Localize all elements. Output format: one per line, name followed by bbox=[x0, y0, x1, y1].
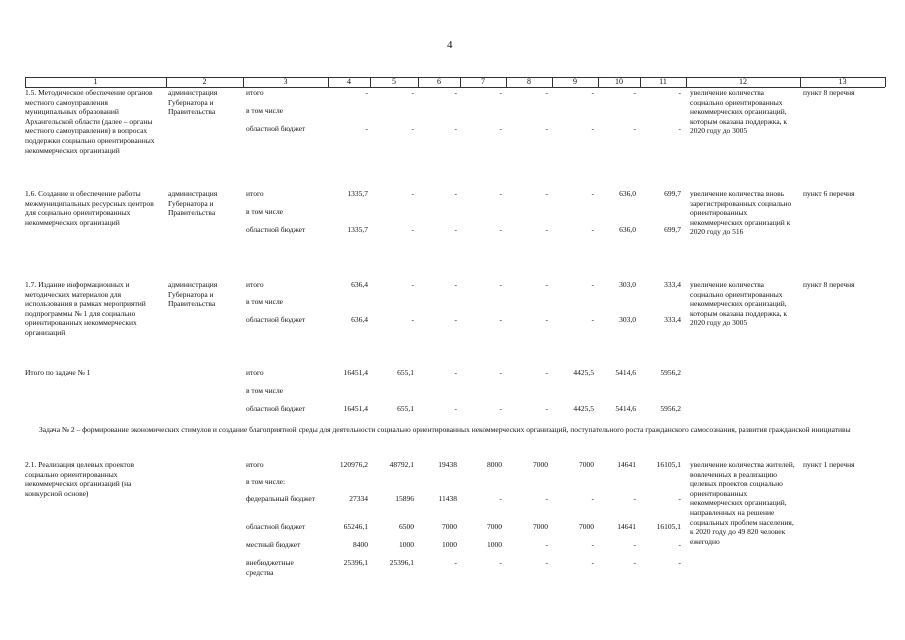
value-cell: - bbox=[545, 494, 548, 503]
value-cell: - bbox=[633, 540, 636, 549]
source-label: областной бюджет bbox=[246, 225, 306, 234]
source-label: в том числе bbox=[246, 207, 284, 216]
source-label: в том числе bbox=[246, 106, 284, 115]
perechen-link: пункт 1 перечня bbox=[803, 460, 855, 469]
value-cell: - bbox=[591, 88, 594, 97]
value-cell: - bbox=[591, 124, 594, 133]
column-header: 2 bbox=[202, 77, 207, 86]
value-cell: - bbox=[545, 124, 548, 133]
column-header: 13 bbox=[838, 77, 847, 86]
value-cell: 636,4 bbox=[351, 280, 368, 289]
perechen-link: пункт 8 перечня bbox=[803, 88, 855, 97]
value-cell: 7000 bbox=[487, 522, 502, 531]
source-label: местный бюджет bbox=[246, 540, 301, 549]
value-cell: 1335,7 bbox=[347, 189, 368, 198]
value-cell: 14641 bbox=[617, 460, 636, 469]
activity-name: 1.5. Методическое обеспечение органов местного самоуправления муниципальных образований Архангельской области (далее – органы местного самоуправления) в вопросах поддержки социально ориентированных некоммерческих организаций bbox=[25, 88, 155, 155]
value-cell: 25396,1 bbox=[343, 558, 368, 567]
expected-result: увеличение количества вновь зарегистрированных социально ориентированных некоммерческих организаций к 2020 году до 516 bbox=[690, 189, 792, 237]
value-cell: - bbox=[545, 88, 548, 97]
source-label: областной бюджет bbox=[246, 124, 306, 133]
value-cell: 16105,1 bbox=[656, 460, 681, 469]
value-cell: - bbox=[678, 124, 681, 133]
value-cell: 27334 bbox=[349, 494, 368, 503]
value-cell: - bbox=[545, 280, 548, 289]
value-cell: - bbox=[678, 558, 681, 567]
expected-result: увеличение количества жителей, вовлеченных в реализацию целевых проектов социально ориентированных некоммерческих организаций, направленных на решение социальных проблем населения, к 2020 году до 49 820 человек ежегодно bbox=[690, 460, 795, 546]
value-cell: - bbox=[545, 225, 548, 234]
executor: администрация Губернатора и Правительства bbox=[168, 189, 218, 218]
value-cell: - bbox=[545, 404, 548, 413]
value-cell: 6500 bbox=[399, 522, 414, 531]
source-label: областной бюджет bbox=[246, 522, 306, 531]
value-cell: 15896 bbox=[395, 494, 414, 503]
column-header: 3 bbox=[283, 77, 288, 86]
value-cell: 48792,1 bbox=[389, 460, 414, 469]
value-cell: 11438 bbox=[438, 494, 457, 503]
column-header: 9 bbox=[573, 77, 577, 86]
value-cell: 636,0 bbox=[619, 225, 636, 234]
value-cell: - bbox=[545, 558, 548, 567]
value-cell: - bbox=[633, 124, 636, 133]
activity-name: 2.1. Реализация целевых проектов социально ориентированных некоммерческих организаций (на конкурсной основе) bbox=[25, 460, 134, 498]
value-cell: - bbox=[499, 368, 502, 377]
expected-result: увеличение количества социально ориентированных некоммерческих организаций, которым оказана поддержка, к 2020 году до 3005 bbox=[690, 88, 788, 136]
value-cell: - bbox=[591, 315, 594, 324]
value-cell: 1000 bbox=[487, 540, 502, 549]
source-label: областной бюджет bbox=[246, 404, 306, 413]
column-header: 5 bbox=[392, 77, 396, 86]
perechen-link: пункт 8 перечня bbox=[803, 280, 855, 289]
activity-name: 1.7. Издание информационных и методических материалов для использования в рамках мероприятий подпрограммы № 1 для социально ориентированных некоммерческих организаций bbox=[25, 280, 146, 337]
perechen-link: пункт 6 перечня bbox=[803, 189, 855, 198]
executor: администрация Губернатора и Правительства bbox=[168, 88, 218, 117]
value-cell: 4425,5 bbox=[573, 404, 594, 413]
source-label: итого bbox=[246, 368, 264, 377]
source-label: в том числе bbox=[246, 297, 284, 306]
value-cell: - bbox=[454, 368, 457, 377]
column-header: 7 bbox=[481, 77, 485, 86]
source-label: итого bbox=[246, 280, 264, 289]
value-cell: - bbox=[499, 124, 502, 133]
value-cell: 303,0 bbox=[619, 280, 636, 289]
column-header: 10 bbox=[615, 77, 623, 86]
column-header: 8 bbox=[527, 77, 531, 86]
value-cell: 333,4 bbox=[664, 280, 681, 289]
value-cell: - bbox=[454, 124, 457, 133]
value-cell: 5414,6 bbox=[615, 368, 636, 377]
column-header: 6 bbox=[437, 77, 441, 86]
page-number: 4 bbox=[447, 39, 453, 51]
value-cell: 699,7 bbox=[664, 189, 681, 198]
value-cell: - bbox=[499, 404, 502, 413]
value-cell: 333,4 bbox=[664, 315, 681, 324]
value-cell: - bbox=[365, 88, 368, 97]
source-label: итого bbox=[246, 460, 264, 469]
value-cell: 7000 bbox=[579, 460, 594, 469]
value-cell: 636,0 bbox=[619, 189, 636, 198]
value-cell: 7000 bbox=[442, 522, 457, 531]
value-cell: - bbox=[454, 225, 457, 234]
value-cell: 655,1 bbox=[397, 368, 414, 377]
value-cell: - bbox=[454, 558, 457, 567]
value-cell: - bbox=[454, 315, 457, 324]
value-cell: 25396,1 bbox=[389, 558, 414, 567]
value-cell: 7000 bbox=[579, 522, 594, 531]
value-cell: 1335,7 bbox=[347, 225, 368, 234]
value-cell: 8400 bbox=[353, 540, 368, 549]
value-cell: 65246,1 bbox=[343, 522, 368, 531]
task2-title: Задача № 2 – формирование экономических стимулов и создание благоприятной среды для деятельности социально ориентированных некоммерческих организаций, поступательного роста гражданского самосознания, развития гражданской инициативы bbox=[39, 425, 851, 434]
value-cell: 655,1 bbox=[397, 404, 414, 413]
value-cell: - bbox=[411, 189, 414, 198]
value-cell: - bbox=[499, 494, 502, 503]
value-cell: - bbox=[678, 494, 681, 503]
value-cell: 5414,6 bbox=[615, 404, 636, 413]
source-label: федеральный бюджет bbox=[246, 494, 316, 503]
value-cell: 1000 bbox=[399, 540, 414, 549]
value-cell: - bbox=[591, 189, 594, 198]
expected-result: увеличение количества социально ориентированных некоммерческих организаций, которым оказана поддержка, к 2020 году до 3005 bbox=[690, 280, 788, 328]
value-cell: 16451,4 bbox=[343, 368, 368, 377]
value-cell: - bbox=[633, 558, 636, 567]
value-cell: 1000 bbox=[442, 540, 457, 549]
executor: администрация Губернатора и Правительства bbox=[168, 280, 218, 309]
value-cell: 5956,2 bbox=[660, 368, 681, 377]
value-cell: - bbox=[499, 189, 502, 198]
activity-name: 1.6. Создание и обеспечение работы межмуниципальных ресурсных центров для социально ориентированных некоммерческих организаций bbox=[25, 189, 154, 227]
value-cell: - bbox=[411, 225, 414, 234]
value-cell: 303,0 bbox=[619, 315, 636, 324]
value-cell: - bbox=[678, 88, 681, 97]
value-cell: - bbox=[591, 225, 594, 234]
source-label: внебюджетные средства bbox=[246, 558, 294, 577]
value-cell: - bbox=[411, 124, 414, 133]
column-header: 12 bbox=[739, 77, 747, 86]
value-cell: - bbox=[545, 540, 548, 549]
value-cell: - bbox=[633, 494, 636, 503]
value-cell: - bbox=[499, 88, 502, 97]
value-cell: - bbox=[591, 494, 594, 503]
value-cell: 16105,1 bbox=[656, 522, 681, 531]
value-cell: - bbox=[454, 189, 457, 198]
value-cell: - bbox=[591, 280, 594, 289]
value-cell: - bbox=[499, 280, 502, 289]
value-cell: - bbox=[499, 315, 502, 324]
source-label: итого bbox=[246, 189, 264, 198]
source-label: в том числе: bbox=[246, 477, 286, 486]
source-label: областной бюджет bbox=[246, 315, 306, 324]
value-cell: - bbox=[545, 368, 548, 377]
value-cell: 16451,4 bbox=[343, 404, 368, 413]
value-cell: - bbox=[499, 558, 502, 567]
value-cell: 636,4 bbox=[351, 315, 368, 324]
value-cell: 8000 bbox=[487, 460, 502, 469]
value-cell: - bbox=[454, 404, 457, 413]
value-cell: - bbox=[411, 88, 414, 97]
value-cell: - bbox=[365, 124, 368, 133]
value-cell: - bbox=[454, 280, 457, 289]
column-header: 11 bbox=[659, 77, 667, 86]
value-cell: 699,7 bbox=[664, 225, 681, 234]
value-cell: 7000 bbox=[533, 522, 548, 531]
value-cell: 14641 bbox=[617, 522, 636, 531]
value-cell: 120976,2 bbox=[339, 460, 368, 469]
col-divider bbox=[885, 77, 886, 87]
source-label: итого bbox=[246, 88, 264, 97]
value-cell: 5956,2 bbox=[660, 404, 681, 413]
task-total-label: Итого по задаче № 1 bbox=[25, 368, 91, 377]
value-cell: - bbox=[545, 189, 548, 198]
column-header: 1 bbox=[93, 77, 98, 86]
value-cell: - bbox=[411, 315, 414, 324]
value-cell: - bbox=[411, 280, 414, 289]
column-header: 4 bbox=[347, 77, 351, 86]
value-cell: - bbox=[591, 558, 594, 567]
value-cell: - bbox=[499, 225, 502, 234]
value-cell: 7000 bbox=[533, 460, 548, 469]
value-cell: 4425,5 bbox=[573, 368, 594, 377]
value-cell: - bbox=[591, 540, 594, 549]
source-label: в том числе bbox=[246, 386, 284, 395]
value-cell: - bbox=[678, 540, 681, 549]
value-cell: - bbox=[633, 88, 636, 97]
value-cell: 19438 bbox=[438, 460, 457, 469]
value-cell: - bbox=[454, 88, 457, 97]
value-cell: - bbox=[545, 315, 548, 324]
